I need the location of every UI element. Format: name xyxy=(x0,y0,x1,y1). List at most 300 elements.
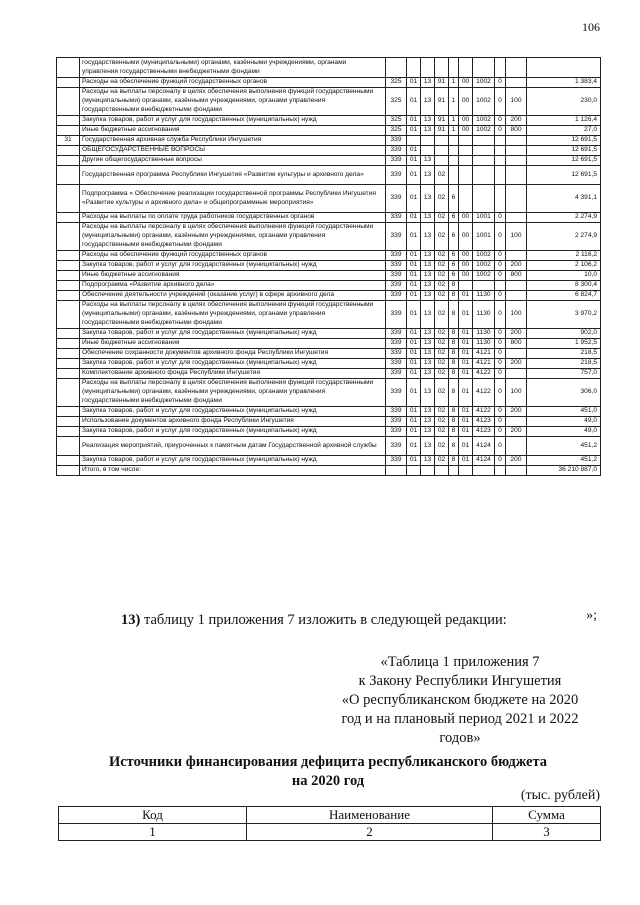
code-direction-cell: 1001 xyxy=(473,213,495,223)
code-extra-cell: 0 xyxy=(495,369,506,379)
table-reference-note xyxy=(300,653,620,748)
code-subsection-cell xyxy=(421,466,435,476)
code-expense-type-cell xyxy=(506,136,527,146)
code-subprogram-cell: 8 xyxy=(449,379,459,407)
code-section-cell: 01 xyxy=(407,251,421,261)
code-direction-cell: 4124 xyxy=(473,456,495,466)
row-number-cell xyxy=(57,251,80,261)
code-subsection-cell: 13 xyxy=(421,213,435,223)
code-section-cell: 01 xyxy=(407,417,421,427)
code-event-cell xyxy=(459,466,473,476)
code-ministry-cell: 339 xyxy=(386,456,407,466)
code-extra-cell: 0 xyxy=(495,301,506,329)
item-name-cell: Комплектование архивного фонда Республики Ингушетия xyxy=(80,369,386,379)
item-name-cell: Закупка товаров, работ и услуг для государственных (муниципальных) нужд xyxy=(80,116,386,126)
code-direction-cell xyxy=(473,281,495,291)
code-event-cell: 01 xyxy=(459,456,473,466)
code-program-cell: 91 xyxy=(435,88,449,116)
code-extra-cell: 0 xyxy=(495,359,506,369)
code-ministry-cell: 325 xyxy=(386,88,407,116)
item-name-cell: Обеспечение деятельности учреждений (оказание услуг) в сфере архивного дела xyxy=(80,291,386,301)
code-section-cell: 01 xyxy=(407,185,421,213)
code-ministry-cell: 339 xyxy=(386,427,407,437)
code-subsection-cell: 13 xyxy=(421,251,435,261)
table-row xyxy=(57,339,601,349)
amount-cell: 12 691,5 xyxy=(527,156,601,166)
amount-cell: 451,2 xyxy=(527,437,601,456)
row-number-cell xyxy=(57,88,80,116)
code-expense-type-cell: 200 xyxy=(506,329,527,339)
code-subprogram-cell: 6 xyxy=(449,213,459,223)
item-name-cell: Подпрограмма «Развитие архивного дела» xyxy=(80,281,386,291)
table-row xyxy=(57,379,601,407)
code-subprogram-cell xyxy=(449,166,459,185)
table-row xyxy=(57,166,601,185)
code-expense-type-cell: 100 xyxy=(506,88,527,116)
sources-title-line: на 2020 год xyxy=(291,773,365,789)
code-extra-cell: 0 xyxy=(495,291,506,301)
code-direction-cell: 4124 xyxy=(473,437,495,456)
code-subprogram-cell: 8 xyxy=(449,339,459,349)
row-number-cell xyxy=(57,301,80,329)
code-program-cell: 02 xyxy=(435,379,449,407)
sources-header-row xyxy=(59,807,601,824)
column-number: 2 xyxy=(247,824,493,841)
amount-cell: 218,5 xyxy=(527,349,601,359)
amount-cell: 8 300,4 xyxy=(527,281,601,291)
sources-table xyxy=(58,806,601,841)
code-direction-cell: 4123 xyxy=(473,427,495,437)
header-sum: Сумма xyxy=(493,807,601,824)
code-expense-type-cell: 200 xyxy=(506,359,527,369)
code-extra-cell: 0 xyxy=(495,126,506,136)
code-program-cell: 02 xyxy=(435,369,449,379)
item-name-cell: Иные бюджетные ассигнования xyxy=(80,271,386,281)
code-event-cell: 01 xyxy=(459,359,473,369)
code-section-cell: 01 xyxy=(407,437,421,456)
amount-cell: 36 210 887,0 xyxy=(527,466,601,476)
code-expense-type-cell xyxy=(506,251,527,261)
table-row xyxy=(57,185,601,213)
code-ministry-cell: 339 xyxy=(386,185,407,213)
code-subprogram-cell: 1 xyxy=(449,88,459,116)
code-direction-cell xyxy=(473,146,495,156)
row-number-cell xyxy=(57,261,80,271)
code-section-cell: 01 xyxy=(407,349,421,359)
code-expense-type-cell: 100 xyxy=(506,379,527,407)
code-subprogram-cell: 8 xyxy=(449,291,459,301)
row-number-cell xyxy=(57,291,80,301)
code-direction-cell: 1001 xyxy=(473,223,495,251)
table-row xyxy=(57,261,601,271)
code-section-cell: 01 xyxy=(407,116,421,126)
table-row xyxy=(57,136,601,146)
code-subprogram-cell xyxy=(449,466,459,476)
paragraph-text: таблицу 1 приложения 7 изложить в следующей редакции: xyxy=(143,612,507,628)
code-program-cell: 02 xyxy=(435,329,449,339)
code-extra-cell: 0 xyxy=(495,116,506,126)
code-expense-type-cell: 200 xyxy=(506,427,527,437)
code-subprogram-cell xyxy=(449,136,459,146)
code-ministry-cell: 339 xyxy=(386,359,407,369)
code-subprogram-cell: 8 xyxy=(449,359,459,369)
code-expense-type-cell: 800 xyxy=(506,271,527,281)
table-row xyxy=(57,417,601,427)
code-event-cell: 01 xyxy=(459,349,473,359)
row-number-cell xyxy=(57,369,80,379)
code-program-cell: 91 xyxy=(435,126,449,136)
code-section-cell: 01 xyxy=(407,456,421,466)
code-direction-cell xyxy=(473,58,495,78)
code-subprogram-cell: 8 xyxy=(449,417,459,427)
code-ministry-cell: 339 xyxy=(386,136,407,146)
table-row xyxy=(57,156,601,166)
code-ministry-cell: 325 xyxy=(386,116,407,126)
code-ministry-cell: 339 xyxy=(386,251,407,261)
code-extra-cell xyxy=(495,146,506,156)
code-section-cell: 01 xyxy=(407,213,421,223)
code-direction-cell: 1130 xyxy=(473,329,495,339)
code-extra-cell xyxy=(495,166,506,185)
item-name-cell: Закупка товаров, работ и услуг для государственных (муниципальных) нужд xyxy=(80,261,386,271)
code-direction-cell: 4122 xyxy=(473,369,495,379)
code-subsection-cell: 13 xyxy=(421,407,435,417)
row-number-cell xyxy=(57,271,80,281)
code-event-cell: 00 xyxy=(459,126,473,136)
code-section-cell: 01 xyxy=(407,166,421,185)
code-section-cell: 01 xyxy=(407,369,421,379)
code-subsection-cell: 13 xyxy=(421,261,435,271)
table-row xyxy=(57,58,601,78)
code-section-cell: 01 xyxy=(407,126,421,136)
row-number-cell xyxy=(57,437,80,456)
table-row xyxy=(57,126,601,136)
code-expense-type-cell: 100 xyxy=(506,301,527,329)
code-event-cell: 00 xyxy=(459,116,473,126)
reference-line: к Закону Республики Ингушетия xyxy=(358,673,562,689)
item-name-cell: Обеспечение сохранности документов архивного фонда Республики Ингушетия xyxy=(80,349,386,359)
code-ministry-cell: 339 xyxy=(386,329,407,339)
reference-line: «Таблица 1 приложения 7 xyxy=(380,654,540,670)
code-direction-cell xyxy=(473,166,495,185)
item-name-cell: Расходы на выплаты персоналу в целях обеспечения выполнения функций государственными (муниципальными) органами, казёнными учреждениями, органами управления государственными внебюджетными фондами xyxy=(80,223,386,251)
amount-cell: 230,0 xyxy=(527,88,601,116)
reference-line: годов» xyxy=(439,730,481,746)
code-ministry-cell: 339 xyxy=(386,379,407,407)
code-event-cell: 01 xyxy=(459,417,473,427)
code-section-cell: 01 xyxy=(407,78,421,88)
header-code: Код xyxy=(59,807,247,824)
code-ministry-cell: 339 xyxy=(386,349,407,359)
code-expense-type-cell xyxy=(506,185,527,213)
row-number-cell xyxy=(57,223,80,251)
code-extra-cell: 0 xyxy=(495,417,506,427)
code-subprogram-cell: 6 xyxy=(449,223,459,251)
amount-cell: 757,0 xyxy=(527,369,601,379)
code-subsection-cell: 13 xyxy=(421,88,435,116)
code-direction-cell: 1002 xyxy=(473,271,495,281)
code-event-cell: 01 xyxy=(459,379,473,407)
code-extra-cell xyxy=(495,466,506,476)
code-event-cell: 00 xyxy=(459,251,473,261)
code-event-cell xyxy=(459,146,473,156)
table-row xyxy=(57,359,601,369)
item-name-cell: Иные бюджетные ассигнования xyxy=(80,126,386,136)
code-extra-cell: 0 xyxy=(495,271,506,281)
item-name-cell: Расходы на выплаты по оплате труда работников государственных органов xyxy=(80,213,386,223)
code-event-cell: 01 xyxy=(459,339,473,349)
code-event-cell: 01 xyxy=(459,369,473,379)
code-subprogram-cell: 8 xyxy=(449,437,459,456)
code-ministry-cell: 339 xyxy=(386,156,407,166)
amount-cell: 27,0 xyxy=(527,126,601,136)
code-subprogram-cell: 8 xyxy=(449,301,459,329)
item-name-cell: Иные бюджетные ассигнования xyxy=(80,339,386,349)
item-name-cell: Итого, в том числе: xyxy=(80,466,386,476)
table-row xyxy=(57,329,601,339)
amount-cell: 49,0 xyxy=(527,417,601,427)
table-row xyxy=(57,456,601,466)
amount-cell: 12 691,5 xyxy=(527,166,601,185)
code-event-cell: 01 xyxy=(459,291,473,301)
code-extra-cell xyxy=(495,281,506,291)
code-extra-cell xyxy=(495,185,506,213)
code-direction-cell: 1002 xyxy=(473,261,495,271)
code-subprogram-cell: 8 xyxy=(449,369,459,379)
page-number: 106 xyxy=(582,20,600,34)
row-number-cell xyxy=(57,466,80,476)
code-section-cell: 01 xyxy=(407,359,421,369)
code-program-cell: 02 xyxy=(435,427,449,437)
code-event-cell xyxy=(459,185,473,213)
item-name-cell: Расходы на обеспечение функций государственных органов xyxy=(80,78,386,88)
table-row xyxy=(57,301,601,329)
code-subsection-cell: 13 xyxy=(421,223,435,251)
code-subprogram-cell: 8 xyxy=(449,427,459,437)
code-event-cell: 01 xyxy=(459,407,473,417)
code-section-cell: 01 xyxy=(407,407,421,417)
table-row xyxy=(57,437,601,456)
table-row xyxy=(57,349,601,359)
code-expense-type-cell: 200 xyxy=(506,261,527,271)
table-row xyxy=(57,291,601,301)
code-subsection-cell: 13 xyxy=(421,291,435,301)
code-program-cell xyxy=(435,466,449,476)
row-number-cell xyxy=(57,58,80,78)
code-event-cell: 00 xyxy=(459,78,473,88)
code-subsection-cell: 13 xyxy=(421,156,435,166)
code-section-cell: 01 xyxy=(407,427,421,437)
row-number-cell xyxy=(57,349,80,359)
paragraph-13 xyxy=(121,612,507,629)
code-subsection-cell: 13 xyxy=(421,281,435,291)
code-direction-cell: 4121 xyxy=(473,349,495,359)
column-number: 3 xyxy=(493,824,601,841)
code-expense-type-cell: 200 xyxy=(506,456,527,466)
code-expense-type-cell: 200 xyxy=(506,116,527,126)
code-program-cell: 02 xyxy=(435,223,449,251)
code-subprogram-cell: 1 xyxy=(449,116,459,126)
amount-cell: 306,0 xyxy=(527,379,601,407)
paragraph-number: 13) xyxy=(121,612,141,628)
code-subprogram-cell: 1 xyxy=(449,126,459,136)
code-section-cell: 01 xyxy=(407,291,421,301)
code-program-cell: 02 xyxy=(435,185,449,213)
amount-cell: 902,0 xyxy=(527,329,601,339)
code-extra-cell: 0 xyxy=(495,213,506,223)
code-subprogram-cell: 6 xyxy=(449,261,459,271)
code-ministry-cell: 325 xyxy=(386,78,407,88)
amount-cell: 49,0 xyxy=(527,427,601,437)
code-extra-cell: 0 xyxy=(495,379,506,407)
code-program-cell: 02 xyxy=(435,407,449,417)
amount-cell: 12 691,5 xyxy=(527,146,601,156)
code-ministry-cell: 339 xyxy=(386,166,407,185)
code-extra-cell: 0 xyxy=(495,223,506,251)
amount-cell: 3 970,2 xyxy=(527,301,601,329)
code-ministry-cell: 339 xyxy=(386,281,407,291)
code-program-cell xyxy=(435,136,449,146)
code-ministry-cell: 339 xyxy=(386,223,407,251)
code-section-cell: 01 xyxy=(407,156,421,166)
code-expense-type-cell xyxy=(506,78,527,88)
code-section-cell: 01 xyxy=(407,329,421,339)
code-subsection-cell: 13 xyxy=(421,427,435,437)
row-number-cell xyxy=(57,427,80,437)
table-row xyxy=(57,369,601,379)
code-event-cell xyxy=(459,166,473,185)
code-subsection-cell: 13 xyxy=(421,379,435,407)
code-section-cell: 01 xyxy=(407,261,421,271)
row-number-cell xyxy=(57,126,80,136)
code-extra-cell: 0 xyxy=(495,329,506,339)
amount-cell: 6 824,7 xyxy=(527,291,601,301)
code-subprogram-cell xyxy=(449,146,459,156)
item-name-cell: Расходы на обеспечение функций государственных органов xyxy=(80,251,386,261)
code-program-cell: 02 xyxy=(435,349,449,359)
column-number: 1 xyxy=(59,824,247,841)
table-row xyxy=(57,271,601,281)
item-name-cell: Государственная программа Республики Ингушетия «Развитие культуры и архивного дела» xyxy=(80,166,386,185)
code-expense-type-cell xyxy=(506,156,527,166)
code-section-cell xyxy=(407,136,421,146)
code-direction-cell: 1002 xyxy=(473,126,495,136)
code-program-cell: 02 xyxy=(435,456,449,466)
code-ministry-cell: 339 xyxy=(386,291,407,301)
code-subsection-cell: 13 xyxy=(421,271,435,281)
closing-quote-mark: »; xyxy=(586,608,597,623)
code-ministry-cell: 339 xyxy=(386,369,407,379)
unit-label: (тыс. рублей) xyxy=(520,788,600,803)
code-ministry-cell: 339 xyxy=(386,417,407,427)
code-direction-cell: 4122 xyxy=(473,379,495,407)
code-expense-type-cell xyxy=(506,349,527,359)
code-direction-cell xyxy=(473,466,495,476)
code-program-cell: 02 xyxy=(435,301,449,329)
item-name-cell: ОБЩЕГОСУДАРСТВЕННЫЕ ВОПРОСЫ xyxy=(80,146,386,156)
row-number-cell xyxy=(57,281,80,291)
code-direction-cell: 1002 xyxy=(473,88,495,116)
row-number-cell: 31 xyxy=(57,136,80,146)
code-section-cell: 01 xyxy=(407,223,421,251)
amount-cell: 12 691,5 xyxy=(527,136,601,146)
table-row xyxy=(57,407,601,417)
code-extra-cell: 0 xyxy=(495,427,506,437)
code-event-cell: 00 xyxy=(459,213,473,223)
code-expense-type-cell xyxy=(506,417,527,427)
code-program-cell: 02 xyxy=(435,213,449,223)
row-number-cell xyxy=(57,456,80,466)
amount-cell: 2 274,9 xyxy=(527,213,601,223)
code-section-cell: 01 xyxy=(407,379,421,407)
code-subprogram-cell: 6 xyxy=(449,251,459,261)
code-subsection-cell: 13 xyxy=(421,78,435,88)
code-subsection-cell: 13 xyxy=(421,369,435,379)
code-ministry-cell: 339 xyxy=(386,339,407,349)
code-ministry-cell: 339 xyxy=(386,271,407,281)
code-subsection-cell: 13 xyxy=(421,166,435,185)
code-section-cell: 01 xyxy=(407,281,421,291)
row-number-cell xyxy=(57,329,80,339)
row-number-cell xyxy=(57,185,80,213)
code-subprogram-cell: 8 xyxy=(449,349,459,359)
code-program-cell: 02 xyxy=(435,261,449,271)
code-direction-cell: 4121 xyxy=(473,359,495,369)
code-subprogram-cell xyxy=(449,156,459,166)
code-ministry-cell: 325 xyxy=(386,126,407,136)
code-extra-cell: 0 xyxy=(495,407,506,417)
reference-line: «О республиканском бюджете на 2020 xyxy=(341,692,579,708)
code-expense-type-cell xyxy=(506,437,527,456)
code-section-cell xyxy=(407,58,421,78)
code-subsection-cell: 13 xyxy=(421,417,435,427)
item-name-cell: Закупка товаров, работ и услуг для государственных (муниципальных) нужд xyxy=(80,407,386,417)
code-subsection-cell: 13 xyxy=(421,126,435,136)
code-ministry-cell: 339 xyxy=(386,213,407,223)
table-row xyxy=(57,427,601,437)
code-subsection-cell: 13 xyxy=(421,301,435,329)
code-extra-cell: 0 xyxy=(495,88,506,116)
code-subprogram-cell: 8 xyxy=(449,456,459,466)
code-extra-cell xyxy=(495,58,506,78)
code-expense-type-cell xyxy=(506,291,527,301)
table-row xyxy=(57,466,601,476)
code-subsection-cell: 13 xyxy=(421,456,435,466)
code-event-cell xyxy=(459,136,473,146)
code-extra-cell: 0 xyxy=(495,437,506,456)
code-expense-type-cell xyxy=(506,369,527,379)
code-ministry-cell xyxy=(386,466,407,476)
code-section-cell: 01 xyxy=(407,88,421,116)
code-section-cell: 01 xyxy=(407,146,421,156)
code-direction-cell: 4123 xyxy=(473,417,495,427)
row-number-cell xyxy=(57,407,80,417)
code-subsection-cell: 13 xyxy=(421,185,435,213)
code-subsection-cell xyxy=(421,58,435,78)
item-name-cell: Закупка товаров, работ и услуг для государственных (муниципальных) нужд xyxy=(80,456,386,466)
row-number-cell xyxy=(57,78,80,88)
code-direction-cell: 1002 xyxy=(473,78,495,88)
code-expense-type-cell xyxy=(506,466,527,476)
amount-cell: 10,0 xyxy=(527,271,601,281)
code-event-cell: 01 xyxy=(459,301,473,329)
item-name-cell: Закупка товаров, работ и услуг для государственных (муниципальных) нужд xyxy=(80,359,386,369)
code-subprogram-cell: 1 xyxy=(449,78,459,88)
item-name-cell: Другие общегосударственные вопросы xyxy=(80,156,386,166)
code-direction-cell: 1130 xyxy=(473,291,495,301)
code-program-cell: 02 xyxy=(435,291,449,301)
code-subsection-cell: 13 xyxy=(421,116,435,126)
